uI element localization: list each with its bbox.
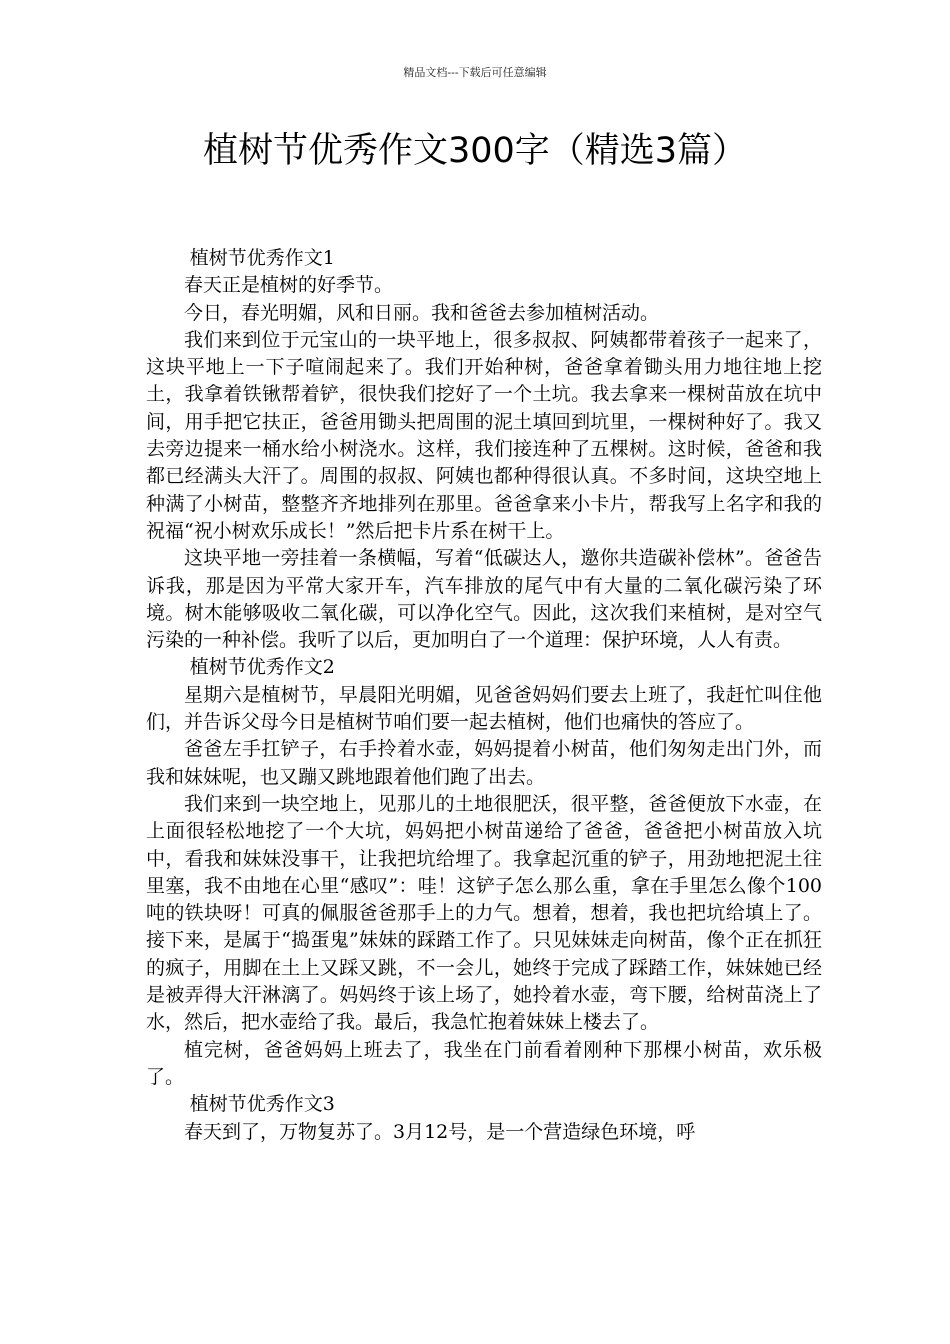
body-paragraph: 植完树，爸爸妈妈上班去了，我坐在门前看着刚种下那棵小树苗，欢乐极了。 <box>146 1038 822 1088</box>
body-paragraph: 春天正是植树的好季节。 <box>184 274 394 297</box>
body-paragraph: 爸爸左手扛铲子，右手拎着水壶，妈妈提着小树苗，他们匆匆走出门外，而我和妹妹呢，也又蹦又跳地跟着他们跑了出去。 <box>146 738 822 788</box>
document-title: 植树节优秀作文300字（精选3篇） <box>202 131 748 171</box>
body-paragraph: 这块平地一旁挂着一条横幅，写着“低碳达人，邀你共造碳补偿林”。爸爸告诉我，那是因为平常大家开车，汽车排放的尾气中有大量的二氧化碳污染了环境。树木能够吸收二氧化碳，可以净化空气。因此，这次我们来植树，是对空气污染的一种补偿。我听了以后，更加明白了一个道理：保护环境，人人有责。 <box>146 547 822 652</box>
document-body <box>146 245 822 1146</box>
section-heading: 植树节优秀作文1 <box>189 247 335 269</box>
body-paragraph: 春天到了，万物复苏了。3月12号，是一个营造绿色环境，呼 <box>184 1120 696 1143</box>
header-note: 精品文档---下载后可任意编辑 <box>403 66 547 79</box>
body-paragraph: 星期六是植树节，早晨阳光明媚，见爸爸妈妈们要去上班了，我赶忙叫住他们，并告诉父母今日是植树节咱们要一起去植树，他们也痛快的答应了。 <box>146 683 822 734</box>
body-paragraph: 今日，春光明媚，风和日丽。我和爸爸去参加植树活动。 <box>184 301 660 324</box>
body-paragraph: 我们来到一块空地上，见那儿的土地很肥沃，很平整，爸爸便放下水壶，在上面很轻松地挖了一个大坑，妈妈把小树苗递给了爸爸，爸爸把小树苗放入坑中，看我和妹妹没事干，让我把坑给埋了。我拿起沉重的铲子，用劲地把泥土往里塞，我不由地在心里“感叹”：哇！这铲子怎么那么重，拿在手里怎么像个100吨的铁块呀！可真的佩服爸爸那手上的力气。想着，想着，我也把坑给填上了。接下来，是属于“捣蛋鬼”妹妹的踩踏工作了。只见妹妹走向树苗，像个正在抓狂的疯子，用脚在土上又踩又跳，不一会儿，她终于完成了踩踏工作，妹妹她已经是被弄得大汗淋漓了。妈妈终于该上场了，她拎着水壶，弯下腰，给树苗浇上了水，然后，把水壶给了我。最后，我急忙抱着妹妹上楼去了。 <box>146 792 822 1034</box>
section-heading: 植树节优秀作文2 <box>189 656 335 679</box>
section-heading: 植树节优秀作文3 <box>189 1093 335 1116</box>
body-paragraph: 我们来到位于元宝山的一块平地上，很多叔叔、阿姨都带着孩子一起来了，这块平地上一下子喧闹起来了。我们开始种树，爸爸拿着锄头用力地往地上挖土，我拿着铁锹帮着铲，很快我们挖好了一个土坑。我去拿来一棵树苗放在坑中间，用手把它扶正，爸爸用锄头把周围的泥土填回到坑里，一棵树种好了。我又去旁边提来一桶水给小树浇水。这样，我们接连种了五棵树。这时候，爸爸和我都已经满头大汗了。周围的叔叔、阿姨也都种得很认真。不多时间，这块空地上种满了小树苗，整整齐齐地排列在那里。爸爸拿来小卡片，帮我写上名字和我的祝福“祝小树欢乐成长！”然后把卡片系在树干上。 <box>146 328 822 542</box>
